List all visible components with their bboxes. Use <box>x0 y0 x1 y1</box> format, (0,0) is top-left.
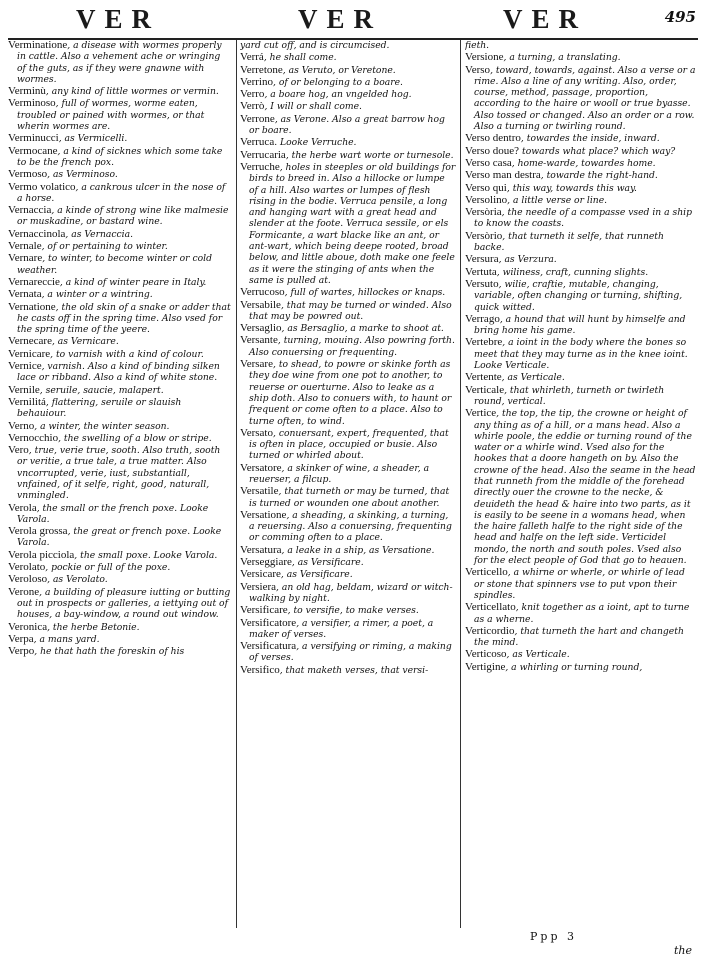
dictionary-entry <box>8 86 232 97</box>
running-header <box>8 2 698 40</box>
column-1 <box>8 40 232 928</box>
entry-headword: Versaglio <box>240 322 282 335</box>
dictionary-entry <box>465 267 697 278</box>
dictionary-entry <box>8 336 232 347</box>
dictionary-entry <box>240 40 456 51</box>
dictionary-entry <box>240 323 456 334</box>
entry-headword: Verso doue? <box>465 144 520 157</box>
entry-definition: , flattering, seruile or slauish behauiour. <box>17 396 182 420</box>
dictionary-entry <box>465 231 697 254</box>
dictionary-entry <box>240 65 456 76</box>
entry-headword: Veronica <box>8 620 48 633</box>
dictionary-entry <box>8 587 232 621</box>
entry-definition: , true, verie true, sooth. Also truth, sooth or veritie, a true tale, a true matter. Also vncorrupted, verie, iust, substantiall, vnfained, of it selfe, right, good, naturall, vnmingled. <box>17 445 221 502</box>
header-right-word: VER <box>503 4 588 34</box>
entry-headword: Verrago <box>465 312 500 325</box>
entry-definition: , the herbe Betonie. <box>47 621 140 633</box>
entry-definition: towards what place? which way? <box>519 145 676 157</box>
dictionary-entry <box>8 397 232 420</box>
entry-definition: , any kind of little wormes or vermin. <box>45 86 219 98</box>
column-divider <box>460 40 461 928</box>
entry-definition: , as Vernicare. <box>51 336 119 348</box>
entry-definition: , as Verone. Also a great barrow hog or boare. <box>249 113 445 137</box>
dictionary-entry <box>8 169 232 180</box>
dictionary-entry <box>240 52 456 63</box>
entry-definition: , seruile, saucie, malapert. <box>39 384 164 396</box>
entry-headword: Verminucci <box>8 132 59 145</box>
entry-definition: , a turning, a translating. <box>503 52 621 64</box>
entry-headword: Vernice <box>8 360 42 373</box>
entry-headword: Verso qui <box>465 181 507 194</box>
dictionary-entry <box>240 557 456 568</box>
dictionary-entry <box>465 626 697 649</box>
dictionary-entry <box>465 183 697 194</box>
entry-definition: , as Bersaglio, a marke to shoot at. <box>281 323 444 335</box>
dictionary-entry <box>465 337 697 371</box>
entry-definition: yard cut off, and is circumcised. <box>240 40 390 51</box>
dictionary-entry <box>8 622 232 633</box>
dictionary-entry <box>465 146 697 157</box>
dictionary-entry <box>240 605 456 616</box>
entry-definition: , the swelling of a blow or stripe. <box>58 432 212 444</box>
entry-headword: Verso dentro <box>465 132 521 145</box>
entry-headword: Versabile <box>240 298 281 311</box>
entry-definition: , he shall come. <box>263 52 337 64</box>
entry-headword: Versare <box>240 358 273 371</box>
entry-headword: Verrucaria <box>240 148 286 161</box>
entry-definition: , as Versificare. <box>291 557 364 569</box>
dictionary-entry <box>8 253 232 276</box>
dictionary-entry <box>8 526 232 549</box>
entry-definition: , as Verzura. <box>498 254 557 266</box>
entry-definition: , the needle of a compasse vsed in a ship to know the coasts. <box>474 207 692 230</box>
entry-headword: Versato <box>240 426 273 439</box>
entry-headword: Verretone <box>240 63 283 76</box>
dictionary-entry <box>240 569 456 580</box>
entry-definition: , to versifie, to make verses. <box>287 605 419 617</box>
dictionary-entry <box>240 510 456 544</box>
entry-definition: , of or pertaining to winter. <box>41 241 168 253</box>
entry-headword: Verola picciola <box>8 548 75 561</box>
entry-definition: , a whirling or turning round, <box>505 661 643 673</box>
entry-headword: Vernareccie <box>8 275 60 288</box>
dictionary-entry <box>8 146 232 169</box>
dictionary-entry <box>240 89 456 100</box>
column-divider <box>236 40 237 928</box>
entry-headword: Veroloso <box>8 573 48 586</box>
dictionary-entry <box>240 287 456 298</box>
dictionary-entry <box>8 349 232 360</box>
dictionary-entry <box>240 428 456 462</box>
entry-definition: , knit together as a ioint, apt to turne as a wherne. <box>474 602 690 625</box>
entry-definition: , the top, the tip, the crowne or height of any thing as of a hill, or a mans head. Also a whirle poole, the eddie or turning round of the water or a whirle wind. Vsed also for the hookes that a doore hangeth on by. Also the crowne of the head. Also the seame in the head that runneth from the middle of the forehead directly ouer the crowne to the necke, & deuideth the head & haire into two parts, as it is easily to be seene in a womans head, when the haire falleth halfe to the right side of the head and halfe on the left side. Verticidel mondo, the north and south poles. Vsed also for the elect people of God that go to heauen. <box>474 408 696 567</box>
entry-definition: , full of wormes, worme eaten, troubled or pained with wormes, or that wherin wormes are. <box>17 98 205 133</box>
dictionary-entry <box>240 486 456 509</box>
entry-definition: , that turneth it selfe, that runneth backe. <box>474 230 664 254</box>
entry-definition: , the herbe wart worte or turnesole. <box>285 149 454 161</box>
entry-definition: , a ioint in the body where the bones so meet that they may turne as in the knee ioint. Looke Verticale. <box>474 337 688 372</box>
dictionary-entry <box>8 433 232 444</box>
dictionary-entry <box>8 289 232 300</box>
dictionary-entry <box>240 162 456 286</box>
entry-definition: , the old skin of a snake or adder that he casts off in the spring time. Also vsed for the spring time of the yeere. <box>17 301 231 336</box>
dictionary-entry <box>8 550 232 561</box>
dictionary-entry <box>465 385 697 408</box>
dictionary-entry <box>240 137 456 148</box>
entry-headword: Verro <box>240 88 265 101</box>
entry-definition: , towardes the inside, inward. <box>520 133 660 145</box>
dictionary-entry <box>8 241 232 252</box>
entry-headword: Vertice <box>465 407 497 420</box>
entry-headword: Versatura <box>240 543 282 556</box>
dictionary-entry <box>240 618 456 641</box>
dictionary-entry <box>240 114 456 137</box>
entry-definition: , a sheading, a skinking, a turning, a reuersing. Also a conuersing, frequenting or comming often to a place. <box>249 509 452 544</box>
entry-headword: Verso casa <box>465 156 512 169</box>
entry-definition: , that maketh verses, that versi- <box>279 664 429 676</box>
entry-headword: Verpa <box>8 632 34 645</box>
header-left-word: VER <box>76 4 161 34</box>
dictionary-entry <box>8 133 232 144</box>
entry-headword: Verolato <box>8 561 46 574</box>
entry-definition: , of or belonging to a boare. <box>273 76 403 88</box>
entry-definition: , the small or the french poxe. Looke Varola. <box>17 502 209 525</box>
dictionary-entry <box>8 562 232 573</box>
entry-headword: Verticoso <box>465 648 507 661</box>
entry-headword: Versifico <box>240 663 280 676</box>
entry-definition: , a little verse or line. <box>507 194 608 206</box>
entry-headword: Vertebre <box>465 336 503 349</box>
dictionary-entry <box>465 602 697 625</box>
entry-definition: , an old hag, beldam, wizard or witch-walking by night. <box>249 581 453 604</box>
entry-definition: , toward, towards, against. Also a verse or a rime. Also a line of any writing. Also, order, course, method, passage, proportion, according to the haire or wooll or true byasse. Also tossed or changed. Also an order or a row. Also a turning or twirling round. <box>474 64 696 133</box>
entry-definition: , home-warde, towardes home. <box>511 157 656 169</box>
header-center-word: VER <box>298 4 383 34</box>
dictionary-entry <box>465 170 697 181</box>
entry-definition: , that turneth or may be turned, that is turned or wounden one about another. <box>249 486 450 509</box>
dictionary-entry <box>240 641 456 664</box>
entry-definition: , that whirleth, turneth or twirleth round, vertical. <box>474 384 665 407</box>
entry-definition: , a winter, the winter season. <box>34 420 170 432</box>
entry-headword: Verone <box>8 585 40 598</box>
catchword: the <box>673 944 692 957</box>
dictionary-entry <box>240 77 456 88</box>
dictionary-entry <box>465 314 697 337</box>
dictionary-entry <box>465 254 697 265</box>
dictionary-entry <box>8 445 232 501</box>
entry-headword: Versatore <box>240 461 282 474</box>
entry-headword: Verso man destra <box>465 169 541 182</box>
entry-headword: Versatione <box>240 508 287 521</box>
entry-definition: , pockie or full of the poxe. <box>45 562 171 574</box>
dictionary-entry <box>8 646 232 657</box>
entry-definition: , turning, mouing. Also powring forth. Also conuersing or frequenting. <box>249 335 455 358</box>
entry-headword: Versicare <box>240 568 281 581</box>
entry-headword: Verola grossa <box>8 525 68 538</box>
entry-definition: , he that hath the foreskin of his <box>34 646 185 658</box>
entry-definition: , that may be turned or winded. Also that may be powred out. <box>249 299 452 322</box>
entry-headword: Verruca <box>240 136 275 149</box>
dictionary-entry <box>465 40 697 51</box>
page-number: 495 <box>664 8 696 26</box>
dictionary-entry <box>8 421 232 432</box>
entry-headword: Vernata <box>8 288 42 301</box>
entry-headword: Verminoso <box>8 97 56 110</box>
entry-definition: , as Verolato. <box>47 574 108 586</box>
entry-definition: , a leake in a ship, as Versatione. <box>281 544 435 556</box>
entry-definition: , as Verminoso. <box>47 169 118 181</box>
entry-definition: , full of wartes, hillockes or knaps. <box>284 287 446 299</box>
entry-headword: Versura <box>465 253 499 266</box>
dictionary-entry <box>240 582 456 605</box>
entry-headword: Vermocane <box>8 144 58 157</box>
entry-headword: Verticello <box>465 566 508 579</box>
entry-headword: Versificatura <box>240 640 297 653</box>
entry-headword: Vermoso <box>8 168 48 181</box>
entry-definition: , a kind of sicknes which some take to be the french pox. <box>17 145 223 168</box>
dictionary-entry <box>8 574 232 585</box>
entry-headword: Versificatore <box>240 616 297 629</box>
entry-headword: Verso <box>465 63 491 76</box>
entry-headword: Vernecare <box>8 335 52 348</box>
entry-headword: Verrá <box>240 51 264 64</box>
signature-mark: Ppp 3 <box>530 930 577 943</box>
entry-definition: , as Versificare. <box>280 569 353 581</box>
entry-definition: , conuersant, expert, frequented, that is often in place, occupied or busie. Also turned or whirled about. <box>249 427 449 462</box>
dictionary-entry <box>465 662 697 673</box>
entry-definition: , a versifier, a rimer, a poet, a maker of verses. <box>249 617 434 640</box>
dictionary-entry <box>240 665 456 676</box>
entry-definition: , holes in steeples or old buildings for birds to breed in. Also a hillocke or lumpe of a hill. Also wartes or lumpes of flesh rising in the bodie. Verruca pensile, a long and hanging wart with a great head and slender at the foote. Verruca sessile, or els Formicante, a wart blacke like an ant, or ant-wart, which being deepe rooted, broad below, and little aboue, doth make one feele as it were the stinging of ants when the same is pulled at. <box>249 161 456 286</box>
entry-definition: , towarde the right-hand. <box>540 170 658 182</box>
entry-headword: Verruche <box>240 160 280 173</box>
entry-definition: , a mans yard. <box>33 633 100 645</box>
entry-headword: Vernilitá <box>8 395 46 408</box>
entry-headword: Verrò <box>240 100 265 113</box>
entry-headword: Versolino <box>465 193 508 206</box>
entry-definition: , a skinker of wine, a sheader, a reuerser, a filcup. <box>249 462 430 485</box>
entry-definition: , to varnish with a kind of colour. <box>50 348 204 360</box>
entry-definition: , a boare hog, an vngelded hog. <box>264 89 412 101</box>
entry-definition: , a kinde of strong wine like malmesie or muskadine, or bastard wine. <box>17 205 229 228</box>
entry-definition: , as Verticale. <box>506 649 570 661</box>
dictionary-entry <box>465 52 697 63</box>
entry-headword: Versiera <box>240 580 277 593</box>
entry-definition: , the small poxe. Looke Varola. <box>74 549 218 561</box>
entry-definition: , as Veruto, or Veretone. <box>282 64 396 76</box>
entry-definition: , as Vermicelli. <box>58 133 128 145</box>
dictionary-entry <box>240 359 456 427</box>
entry-definition: , wilie, craftie, mutable, changing, variable, often changing or turning, shifting, quick witted. <box>474 278 683 313</box>
dictionary-entry <box>8 40 232 85</box>
entry-headword: Vernale <box>8 240 42 253</box>
entry-headword: Versante <box>240 334 278 347</box>
column-2 <box>240 40 456 928</box>
entry-definition: , a disease with wormes properly in cattle. Also a vehement ache or wringing of the guts, as if they were gnawne with wormes. <box>17 40 222 85</box>
dictionary-entry <box>8 205 232 228</box>
entry-headword: Vernaccinola <box>8 227 66 240</box>
dictionary-entry <box>240 463 456 486</box>
dictionary-entry <box>465 133 697 144</box>
dictionary-entry <box>8 98 232 132</box>
entry-definition: , to shead, to powre or skinke forth as they doe wine from one pot to another, to reuerse or ouerturne. Also to leake as a ship doth. Also to conuers with, to haunt or frequent or come often to a place. Also to turne often, to wind. <box>249 359 452 427</box>
entry-definition: , I will or shall come. <box>264 101 362 113</box>
dictionary-entry <box>465 65 697 133</box>
entry-definition: , as Vernaccia. <box>65 228 134 240</box>
entry-definition: fieth. <box>465 40 490 51</box>
entry-headword: Verminatione <box>8 40 68 51</box>
entry-definition: , a kind of winter peare in Italy. <box>59 276 207 288</box>
entry-headword: Verrucoso <box>240 286 285 299</box>
dictionary-entry <box>465 195 697 206</box>
entry-definition: , a hound that will hunt by himselfe and bring home his game. <box>474 313 686 337</box>
entry-headword: Vero <box>8 444 29 457</box>
entry-headword: Versificare <box>240 604 288 617</box>
entry-definition: , as Verticale. <box>501 372 565 384</box>
entry-headword: Vernaccia <box>8 204 52 217</box>
dictionary-entry <box>465 158 697 169</box>
entry-headword: Verticale <box>465 383 505 396</box>
entry-headword: Verminù <box>8 85 46 98</box>
entry-headword: Versòrio <box>465 229 503 242</box>
column-3 <box>465 40 697 928</box>
entry-headword: Versatile <box>240 485 279 498</box>
entry-definition: , the great or french poxe. Looke Varola. <box>17 526 222 549</box>
entry-headword: Verseggiare <box>240 556 292 569</box>
entry-headword: Versòria <box>465 206 502 219</box>
entry-headword: Verticellato <box>465 601 516 614</box>
entry-definition: , a versifying or riming, a making of verses. <box>249 641 452 664</box>
entry-definition: , this way, towards this way. <box>506 182 637 194</box>
entry-headword: Vernicare <box>8 347 51 360</box>
entry-definition: , to winter, to become winter or cold weather. <box>17 253 212 276</box>
entry-definition: , a whirne or wherle, or whirle of lead or stone that spinners vse to put vpon their spindles. <box>474 567 685 601</box>
entry-headword: Verticordio <box>465 624 515 637</box>
entry-headword: Vertuta <box>465 265 497 278</box>
entry-headword: Vernile <box>8 383 40 396</box>
dictionary-entry <box>465 567 697 601</box>
entry-headword: Verola <box>8 501 37 514</box>
entry-headword: Vertigine <box>465 660 506 673</box>
dictionary-entry <box>465 649 697 660</box>
entry-definition: , that turneth the hart and changeth the mind. <box>474 625 684 649</box>
entry-headword: Versione <box>465 51 504 64</box>
entry-headword: Vertente <box>465 371 502 384</box>
dictionary-entry <box>465 408 697 566</box>
entry-headword: Vernatione <box>8 300 56 313</box>
entry-headword: Vernocchio <box>8 431 59 444</box>
entry-definition: , a winter or a wintring. <box>41 289 153 301</box>
dictionary-entry <box>8 503 232 526</box>
entry-definition: , a building of pleasure iutting or butting out in prospects or galleries, a iettying out of houses, a bay-window, a round out window. <box>17 586 231 621</box>
entry-definition: , varnish. Also a kind of binding silken lace or ribband. Also a kind of white stone. <box>17 361 220 384</box>
entry-definition: , a cankrous ulcer in the nose of a horse. <box>17 181 226 204</box>
dictionary-entry <box>240 335 456 358</box>
dictionary-entry <box>8 277 232 288</box>
dictionary-entry <box>8 385 232 396</box>
dictionary-entry <box>240 545 456 556</box>
entry-definition: , wiliness, craft, cunning slights. <box>496 266 649 278</box>
entry-definition: . Looke Verruche. <box>274 137 357 149</box>
dictionary-entry <box>240 300 456 323</box>
dictionary-entry <box>465 207 697 230</box>
entry-headword: Verrino <box>240 75 273 88</box>
dictionary-entry <box>465 279 697 313</box>
entry-headword: Vermo volatico <box>8 180 76 193</box>
dictionary-entry <box>8 634 232 645</box>
entry-headword: Vernare <box>8 252 43 265</box>
entry-headword: Verpo <box>8 645 35 658</box>
dictionary-entry <box>8 229 232 240</box>
dictionary-entry <box>8 361 232 384</box>
dictionary-entry <box>240 101 456 112</box>
entry-headword: Versuto <box>465 277 499 290</box>
entry-headword: Verrone <box>240 112 275 125</box>
dictionary-entry <box>8 182 232 205</box>
entry-headword: Verno <box>8 419 35 432</box>
dictionary-entry <box>8 302 232 336</box>
dictionary-entry <box>240 150 456 161</box>
dictionary-entry <box>465 372 697 383</box>
